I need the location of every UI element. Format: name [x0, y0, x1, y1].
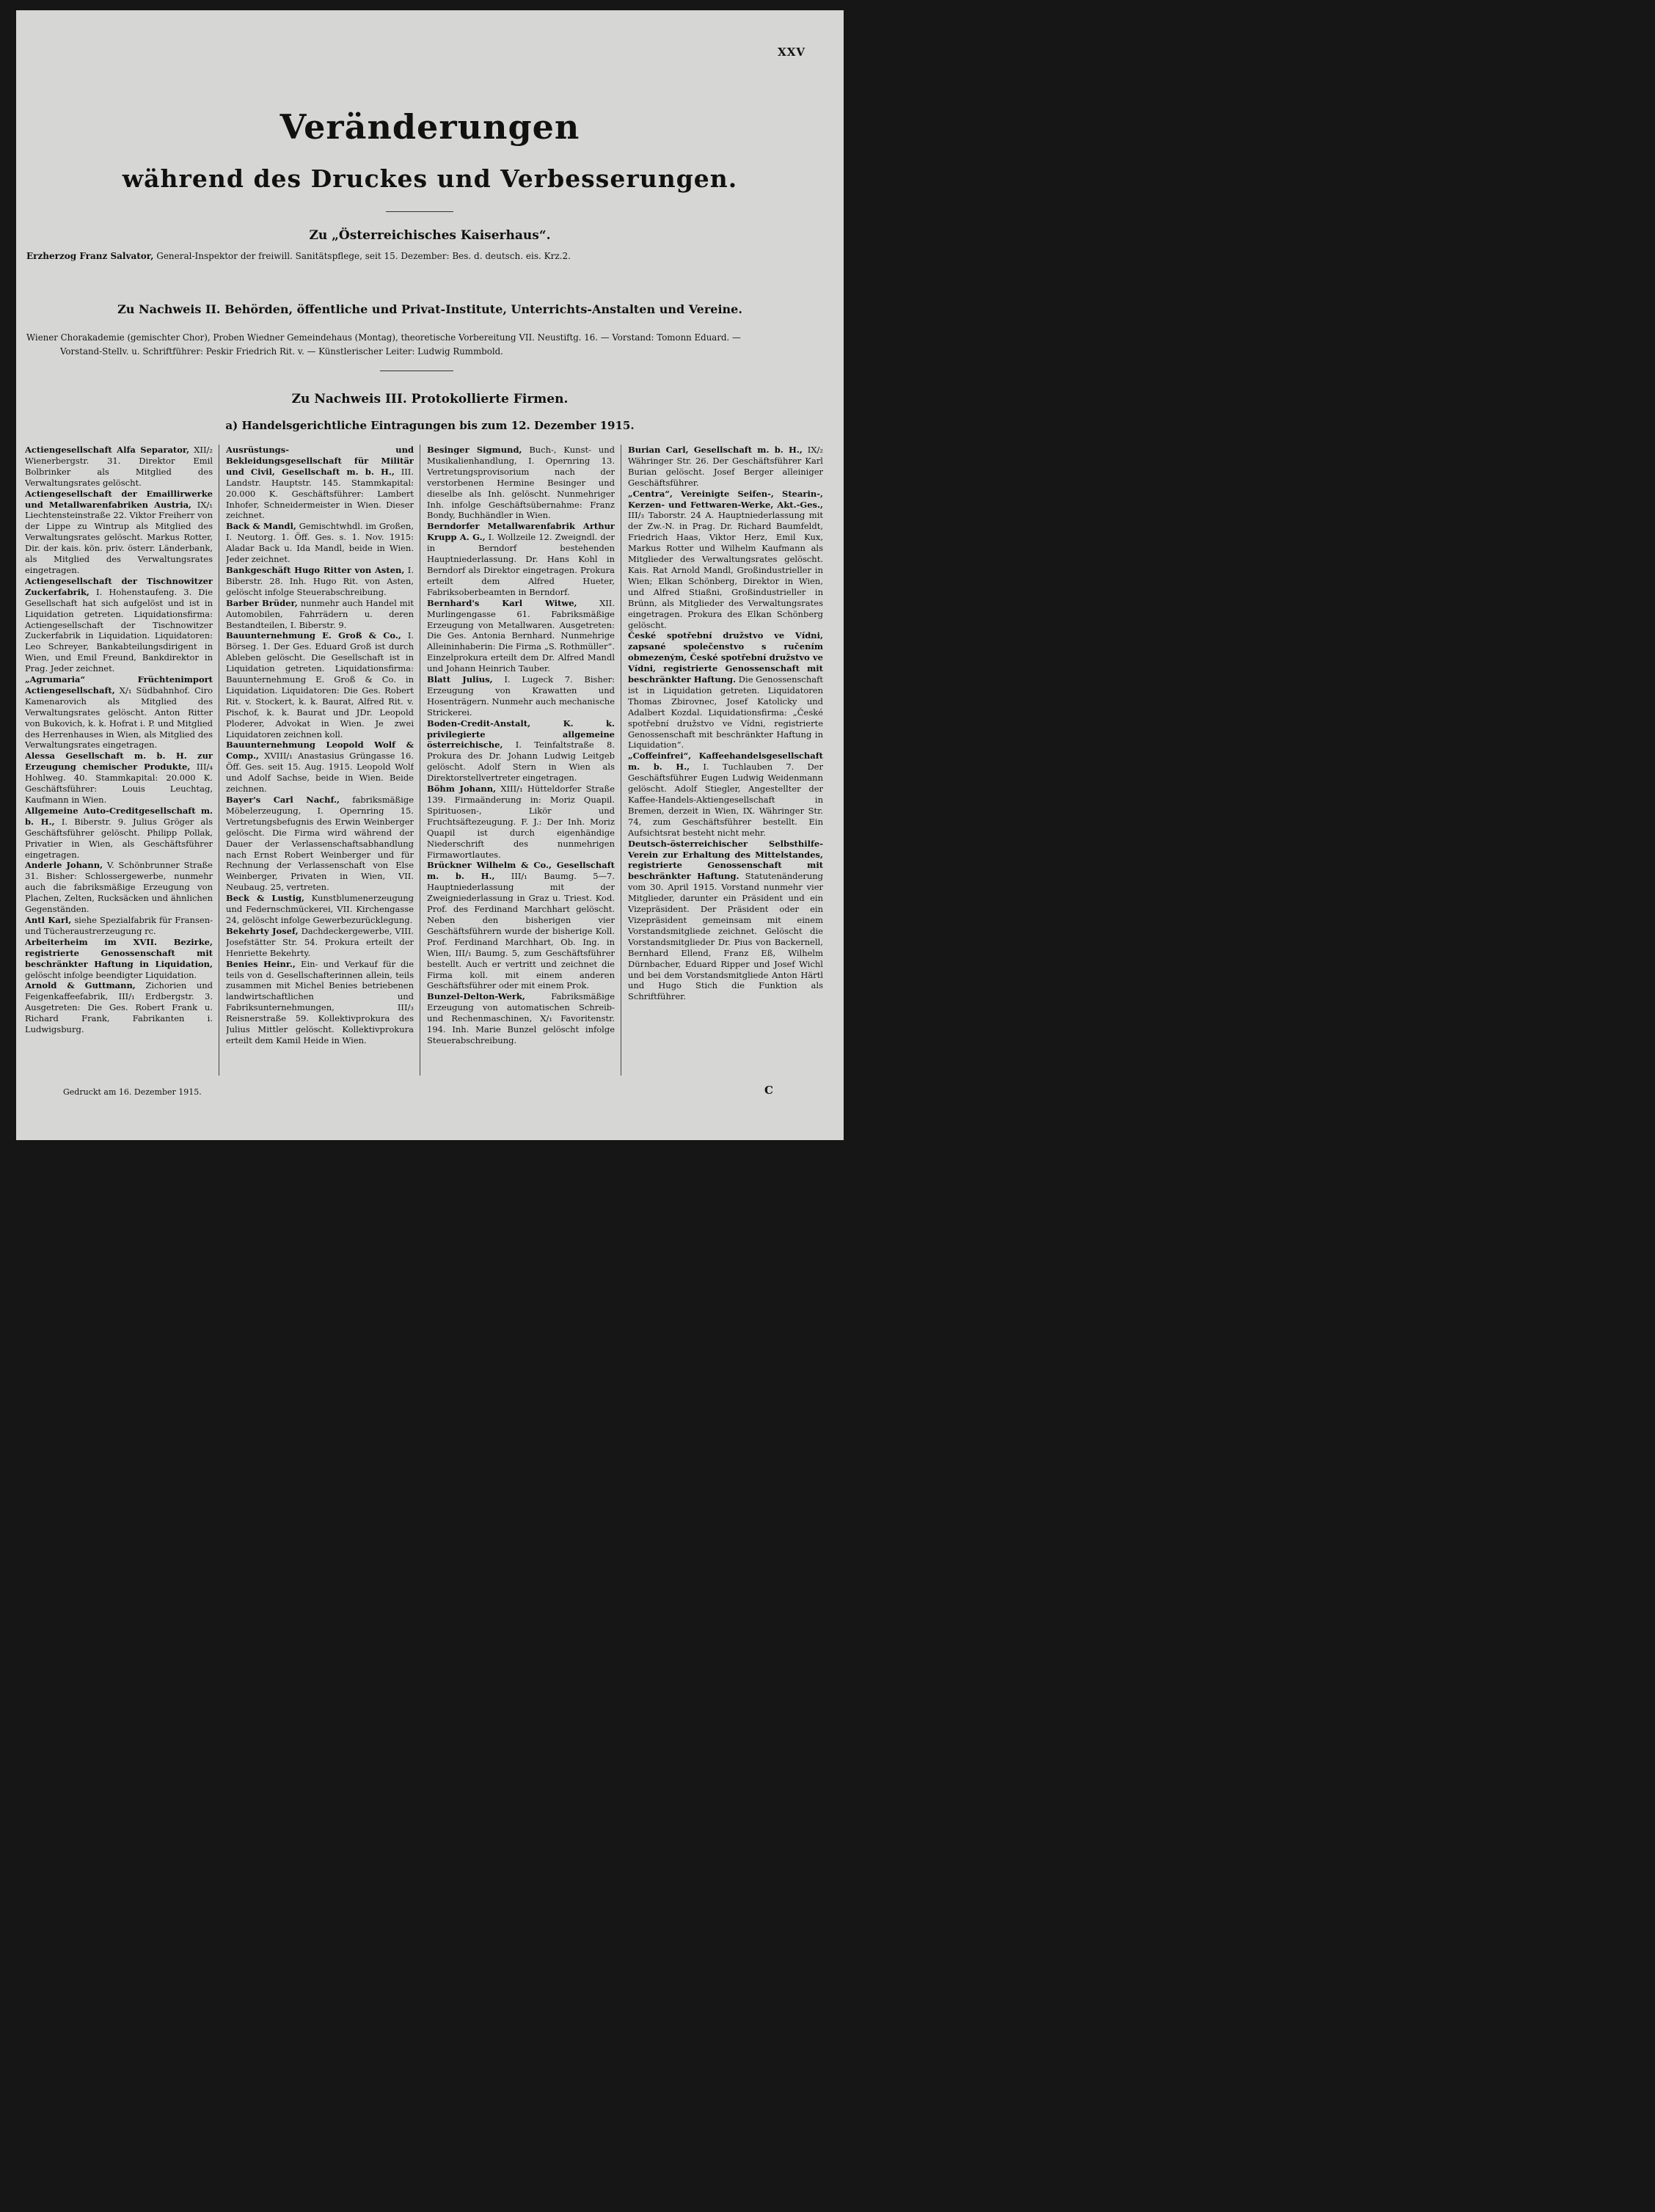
page-number: XXV [778, 45, 805, 59]
firm-text: XII. Murlingengasse 61. Fabriksmäßige Erzeugung von Metallwaren. Ausgetreten: Die Ges. Antonia Bernhard. Nunmehrige Alleininhaberin: Die Firma „S. Rothmüller“. Einzelprokura erteilt dem Dr. Alfred Mandl und Johann Heinrich Tauber. [427, 597, 615, 674]
firm-text: Ein- und Verkauf für die teils von d. Gesellschafterinnen allein, teils zusammen mit Michel Benies betriebenen landwirtschaftlichen und Fabriksunternehmungen, III/₃ Reisnerstraße 59. Kollektivprokura des Julius Mittler gelöscht. Kollektivprokura erteilt dem Kamil Heide in Wien. [226, 958, 414, 1045]
print-date: Gedruckt am 16. Dezember 1915. [63, 1087, 202, 1097]
firm-entry [25, 751, 213, 806]
firm-name: Anderle Johann, [25, 860, 103, 871]
firm-entry [25, 937, 213, 981]
firm-name: Actiengesellschaft Alfa Separator, [25, 445, 190, 455]
firm-text: I. Hohenstaufeng. 3. Die Gesellschaft hat sich aufgelöst und ist in Liquidation getreten. Liquidationsfirma: Actiengesellschaft der Tischnowitzer Zuckerfabrik in Liquidation. Liquidatoren: Leo Schreyer, Bankabteilungsdirigent in Wien, und Emil Freund, Bankdirektor in Prag. Jeder zeichnet. [25, 586, 213, 674]
nachweis-2-line-1: Wiener Chorakademie (gemischter Chor), Proben Wiedner Gemeindehaus (Montag), theoretische Vorbereitung VII. Neustiftg. 16. — Vorstand: Tomonn Eduard. — [26, 332, 741, 343]
firm-text: III/₁ Baumg. 5—7. Hauptniederlassung mit der Zweigniederlassung in Graz u. Triest. Kod. Prof. des Ferdinand Marchhart gelöscht. Neben den bisherigen vier Geschäftsführern wurde der bisherige Koll. Prof. Ferdinand Marchhart, Ob. Ing. in Wien, III/₁ Baumg. 5, zum Geschäftsführer bestellt. Auch er vertritt und zeichnet die Firma koll. mit einem anderen Geschäftsführer oder mit einem Prok. [427, 871, 615, 991]
firm-name: Bankgeschäft Hugo Ritter von Asten, [226, 564, 405, 575]
firm-text: gelöscht infolge beendigter Liquidation. [25, 969, 197, 980]
firm-entry [226, 445, 414, 521]
firm-entry [25, 576, 213, 674]
firm-name: „Agrumaria“ Früchtenimport Actiengesellschaft, [25, 674, 213, 696]
firm-entry [427, 598, 615, 674]
column-3 [427, 445, 615, 1087]
kaiserhaus-entry [26, 251, 835, 261]
firm-name: Antl Karl, [25, 914, 72, 925]
firm-entry [628, 489, 823, 631]
column-4 [628, 445, 823, 1087]
firm-entry [628, 630, 823, 751]
firm-entry [226, 795, 414, 893]
firm-entry [628, 839, 823, 1003]
firm-name: Benies Heinr., [226, 958, 296, 969]
firm-name: Boden-Credit-Anstalt, K. k. privilegierte allgemeine österreichische, [427, 718, 615, 751]
firm-entry [427, 991, 615, 1046]
entry-text: General-Inspektor der freiwill. Sanitätspflege, seit 15. Dezember: Bes. d. deutsch. eis. Krz.2. [156, 251, 571, 261]
firm-name: Actiengesellschaft der Emaillirwerke und Metallwarenfabriken Austria, [25, 488, 213, 510]
firm-entry [226, 926, 414, 959]
firm-text: XVIII/₁ Anastasius Grüngasse 16. Öff. Ges. seit 15. Aug. 1915. Leopold Wolf und Adolf Sachse, beide in Wien. Beide zeichnen. [226, 751, 414, 795]
page-subtitle: während des Druckes und Verbesserungen. [122, 164, 738, 193]
firm-name: Besinger Sigmund, [427, 445, 522, 455]
firm-entry [226, 521, 414, 565]
firm-entry [628, 445, 823, 489]
section-subheading-eintragungen: a) Handelsgerichtliche Eintragungen bis zum 12. Dezember 1915. [225, 419, 635, 432]
nachweis-2-line-2: Vorstand-Stellv. u. Schriftführer: Peskir Friedrich Rit. v. — Künstlerischer Leiter: Ludwig Rummbold. [60, 346, 503, 357]
firm-text: I. Teinfaltstraße 8. Prokura des Dr. Johann Ludwig Leitgeb gelöscht. Adolf Stern in Wien als Direktorstellvertreter eingetragen. [427, 740, 615, 784]
entry-name: Erzherzog Franz Salvator, [26, 251, 154, 261]
firm-text: XIII/₁ Hütteldorfer Straße 139. Firmaänderung in: Moriz Quapil. Spirituosen-, Likör und Fruchtsäftezeugung. F. J.: Der Inh. Moriz Quapil ist durch eigenhändige Niederschrift des nunmehrigen Firmawortlautes. [427, 784, 615, 860]
section-heading-kaiserhaus: Zu „Österreichisches Kaiserhaus“. [309, 228, 551, 243]
firm-name: Deutsch-österreichischer Selbsthilfe-Verein zur Erhaltung des Mittelstandes, registrierte Genossenschaft mit beschränkter Haftung. [628, 838, 823, 882]
firm-name: Blatt Julius, [427, 674, 493, 685]
signature-mark: C [764, 1084, 773, 1097]
firm-name: Bayer's Carl Nachf., [226, 795, 340, 805]
firm-entry [226, 598, 414, 631]
firm-text: V. Schönbrunner Straße 31. Bisher: Schlossergewerbe, nunmehr auch die fabriksmäßige Erzeugung von Plachen, Zelten, Rucksäcken und ähnlichen Gegenständen. [25, 860, 213, 915]
firm-entry [427, 521, 615, 597]
firm-text: Fabriksmäßige Erzeugung von automatischen Schreib- und Rechenmaschinen, X/₁ Favoritenstr. 194. Inh. Marie Bunzel gelöscht infolge Steuerabschreibung. [427, 991, 615, 1045]
firm-text: I. Wollzeile 12. Zweigndl. der in Berndorf bestehenden Hauptniederlassung. Dr. Hans Kohl in Berndorf als Direktor eingetragen. Prokura erteilt dem Alfred Hueter, Fabriksoberbeamten in Berndorf. [427, 532, 615, 597]
firm-text: Statutenänderung vom 30. April 1915. Vorstand nunmehr vier Mitglieder, darunter ein Präsident und ein Vizepräsident. Der Präsident oder ein Vizepräsident gemeinsam mit einem Vorstandsmitgliede zeichnet. Gelöscht die Vorstandsmitglieder Dr. Pius von Backernell, Bernhard Ellend, Franz Eß, Wilhelm Dürnbacher, Eduard Ripper und Josef Wichl und bei dem Vorstandsmitgliede Anton Härtl und Hugo Stich die Funktion als Schriftführer. [628, 871, 823, 1002]
firm-name: Allgemeine Auto-Creditgesellschaft m. b. H., [25, 805, 213, 827]
firm-name: Burian Carl, Gesellschaft m. b. H., [628, 445, 803, 455]
firm-entry [427, 718, 615, 784]
firm-text: I. Börseg. 1. Der Ges. Eduard Groß ist durch Ableben gelöscht. Die Gesellschaft ist in Liquidation getreten. Liquidationsfirma: Bauunternehmung E. Groß & Co. in Liquidation. Liquidatoren: Die Ges. Robert Rit. v. Stockert, k. k. Baurat, Alfred Rit. v. Pischof, k. k. Baurat und JDr. Leopold Ploderer, Advokat in Wien. Je zwei Liquidatoren zeichnen koll. [226, 630, 414, 740]
firm-name: Bauunternehmung E. Groß & Co., [226, 630, 401, 641]
firm-entry [25, 674, 213, 751]
firm-entry [226, 893, 414, 926]
firm-text: fabriksmäßige Möbelerzeugung, I. Opernring 15. Vertretungsbefugnis des Erwin Weinberger gelöscht. Die Firma wird während der Dauer der Verlassenschaftsabhandlung nach Ernst Robert Weinberger und für Rechnung der Verlassenschaft von Else Weinberger, Privaten in Wien, VII. Neubaug. 25, vertreten. [226, 795, 414, 893]
firm-name: České spotřební družstvo ve Vídni, zapsané společenstvo s ručením obmezeným, České spotřební družstvo ve Vídni, registrierte Genossenschaft mit beschränkter Haftung. [628, 630, 823, 685]
firm-entry [25, 980, 213, 1035]
firm-name: Barber Brüder, [226, 597, 298, 608]
firm-name: „Centra“, Vereinigte Seifen-, Stearin-, Kerzen- und Fettwaren-Werke, Akt.-Ges., [628, 488, 823, 510]
columns [25, 445, 825, 1087]
firm-text: IX/₁ Liechtensteinstraße 22. Viktor Freiherr von der Lippe zu Wintrup als Mitglied des Verwaltungsrates gelöscht. Markus Rotter, Dir. der kais. kön. priv. österr. Länderbank, als Mitglied des Verwaltungsrates eingetragen. [25, 499, 213, 575]
firm-entry [25, 445, 213, 489]
firm-name: Alessa Gesellschaft m. b. H. zur Erzeugung chemischer Produkte, [25, 751, 213, 773]
firm-text: Dachdeckergewerbe, VIII. Josefstätter Str. 54. Prokura erteilt der Henriette Bekehrty. [226, 925, 414, 958]
firm-name: Bernhard's Karl Witwe, [427, 597, 577, 608]
firm-name: Bauunternehmung Leopold Wolf & Comp., [226, 740, 414, 762]
firm-entry [25, 806, 213, 861]
firm-text: I. Biberstr. 9. Julius Gröger als Geschäftsführer gelöscht. Philipp Pollak, Privatier in Wien, als Geschäftsführer eingetragen. [25, 816, 213, 860]
page-title: Veränderungen [280, 107, 580, 147]
firm-name: Berndorfer Metallwarenfabrik Arthur Krupp A. G., [427, 521, 615, 543]
firm-text: X/₁ Südbahnhof. Ciro Kamenarovich als Mitglied des Verwaltungsrates gelöscht. Anton Ritter von Bukovich, k. k. Hofrat i. P. und Mitglied des Herrenhauses in Wien, als Mitglied des Verwaltungsrates eingetragen. [25, 685, 213, 751]
firm-entry [226, 959, 414, 1046]
firm-entry [25, 860, 213, 915]
firm-name: Bunzel-Delton-Werk, [427, 991, 525, 1002]
firm-entry [427, 674, 615, 718]
firm-text: IX/₂ Währinger Str. 26. Der Geschäftsführer Karl Burian gelöscht. Josef Berger alleiniger Geschäftsführer. [628, 445, 823, 488]
firm-text: III/₄ Hohlweg. 40. Stammkapital: 20.000 K. Geschäftsführer: Louis Leuchtag, Kaufmann in Wien. [25, 762, 213, 805]
firm-entry [427, 445, 615, 521]
firm-name: Arnold & Guttmann, [25, 980, 136, 991]
firm-name: Back & Mandl, [226, 521, 296, 532]
firm-entry [628, 751, 823, 838]
column-1 [25, 445, 213, 1087]
firm-entry [226, 630, 414, 740]
firm-text: I. Lugeck 7. Bisher: Erzeugung von Krawatten und Hosenträgern. Nunmehr auch mechanische Strickerei. [427, 674, 615, 718]
firm-text: III/₃ Taborstr. 24 A. Hauptniederlassung mit der Zw.-N. in Prag. Dr. Richard Baumfeldt, Friedrich Haas, Viktor Herz, Emil Kux, Markus Rotter und Wilhelm Kaufmann als Mitglieder des Verwaltungsrates gelöscht. Kais. Rat Arnold Mandl, Großindustrieller in Wien; Elkan Schönberg, Direktor in Wien, und Alfred Stiaßni, Großindustrieller in Brünn, als Mitglieder des Verwaltungsrates eingetragen. Prokura des Elkan Schönberg gelöscht. [628, 510, 823, 630]
firm-name: Actiengesellschaft der Tischnowitzer Zuckerfabrik, [25, 575, 213, 597]
divider [386, 211, 453, 212]
firm-entry [226, 740, 414, 795]
firm-entry [25, 915, 213, 937]
firm-text: Zichorien und Feigenkaffeefabrik, III/₁ Erdbergstr. 3. Ausgetreten: Die Ges. Robert Frank u. Richard Frank, Fabrikanten i. Ludwigsburg. [25, 980, 213, 1035]
firm-name: „Coffeinfrei“, Kaffeehandelsgesellschaft m. b. H., [628, 751, 823, 773]
section-heading-nachweis-3: Zu Nachweis III. Protokollierte Firmen. [291, 392, 569, 406]
firm-entry [226, 565, 414, 598]
firm-text: I. Tuchlauben 7. Der Geschäftsführer Eugen Ludwig Weidenmann gelöscht. Adolf Stiegler, Angestellter der Kaffee-Handels-Aktiengesellschaft in Bremen, derzeit in Wien, IX. Währinger Str. 74, zum Geschäftsführer bestellt. Ein Aufsichtsrat besteht nicht mehr. [628, 762, 823, 838]
firm-text: Gemischtwhdl. im Großen, I. Neutorg. 1. Öff. Ges. s. 1. Nov. 1915: Aladar Back u. Ida Mandl, beide in Wien. Jeder zeichnet. [226, 521, 414, 565]
firm-text: XII/₂ Wienerbergstr. 31. Direktor Emil Bolbrinker als Mitglied des Verwaltungsrates gelöscht. [25, 445, 213, 488]
firm-text: siehe Spezialfabrik für Fransen- und Tücheraustrerzeugung rc. [25, 914, 213, 936]
firm-name: Brückner Wilhelm & Co., Gesellschaft m. b. H., [427, 860, 615, 882]
firm-text: III. Landstr. Hauptstr. 145. Stammkapital: 20.000 K. Geschäftsführer: Lambert Inhofer, Schneidermeister in Wien. Dieser zeichnet. [226, 466, 414, 521]
firm-name: Böhm Johann, [427, 784, 497, 795]
firm-name: Arbeiterheim im XVII. Bezirke, registrierte Genossenschaft mit beschränkter Haftung in Liquidation, [25, 936, 213, 969]
firm-entry [427, 860, 615, 991]
firm-text: nunmehr auch Handel mit Automobilen, Fahrrädern u. deren Bestandteilen, I. Biberstr. 9. [226, 597, 414, 630]
firm-text: Buch-, Kunst- und Musikalienhandlung, I. Opernring 13. Vertretungsprovisorium nach der verstorbenen Hermine Besinger und dieselbe als Inh. gelöscht. Nunmehriger Inh. infolge Geschäftsübernahme: Franz Bondy, Buchhändler in Wien. [427, 445, 615, 521]
firm-text: I. Biberstr. 28. Inh. Hugo Rit. von Asten, gelöscht infolge Steuerabschreibung. [226, 564, 414, 597]
firm-name: Ausrüstungs- und Bekleidungsgesellschaft für Militär und Civil, Gesellschaft m. b. H., [226, 445, 414, 477]
firm-name: Beck & Lustig, [226, 893, 305, 904]
section-heading-nachweis-2: Zu Nachweis II. Behörden, öffentliche und Privat-Institute, Unterrichts-Anstalten und Vereine. [117, 302, 742, 316]
column-2 [226, 445, 414, 1087]
firm-text: Kunstblumenerzeugung und Federnschmückerei, VII. Kirchengasse 24, gelöscht infolge Gewerbezurücklegung. [226, 893, 414, 925]
document-page [16, 10, 844, 1140]
firm-text: Die Genossenschaft ist in Liquidation getreten. Liquidatoren Thomas Zbirovnec, Josef Katolicky und Adalbert Kozdal. Liquidationsfirma: „České spotřební družstvo ve Vídni, registrierte Genossenschaft mit beschränkter Haftung in Liquidation“. [628, 674, 823, 751]
firm-name: Bekehrty Josef, [226, 925, 299, 936]
firm-entry [25, 489, 213, 576]
firm-entry [427, 784, 615, 860]
